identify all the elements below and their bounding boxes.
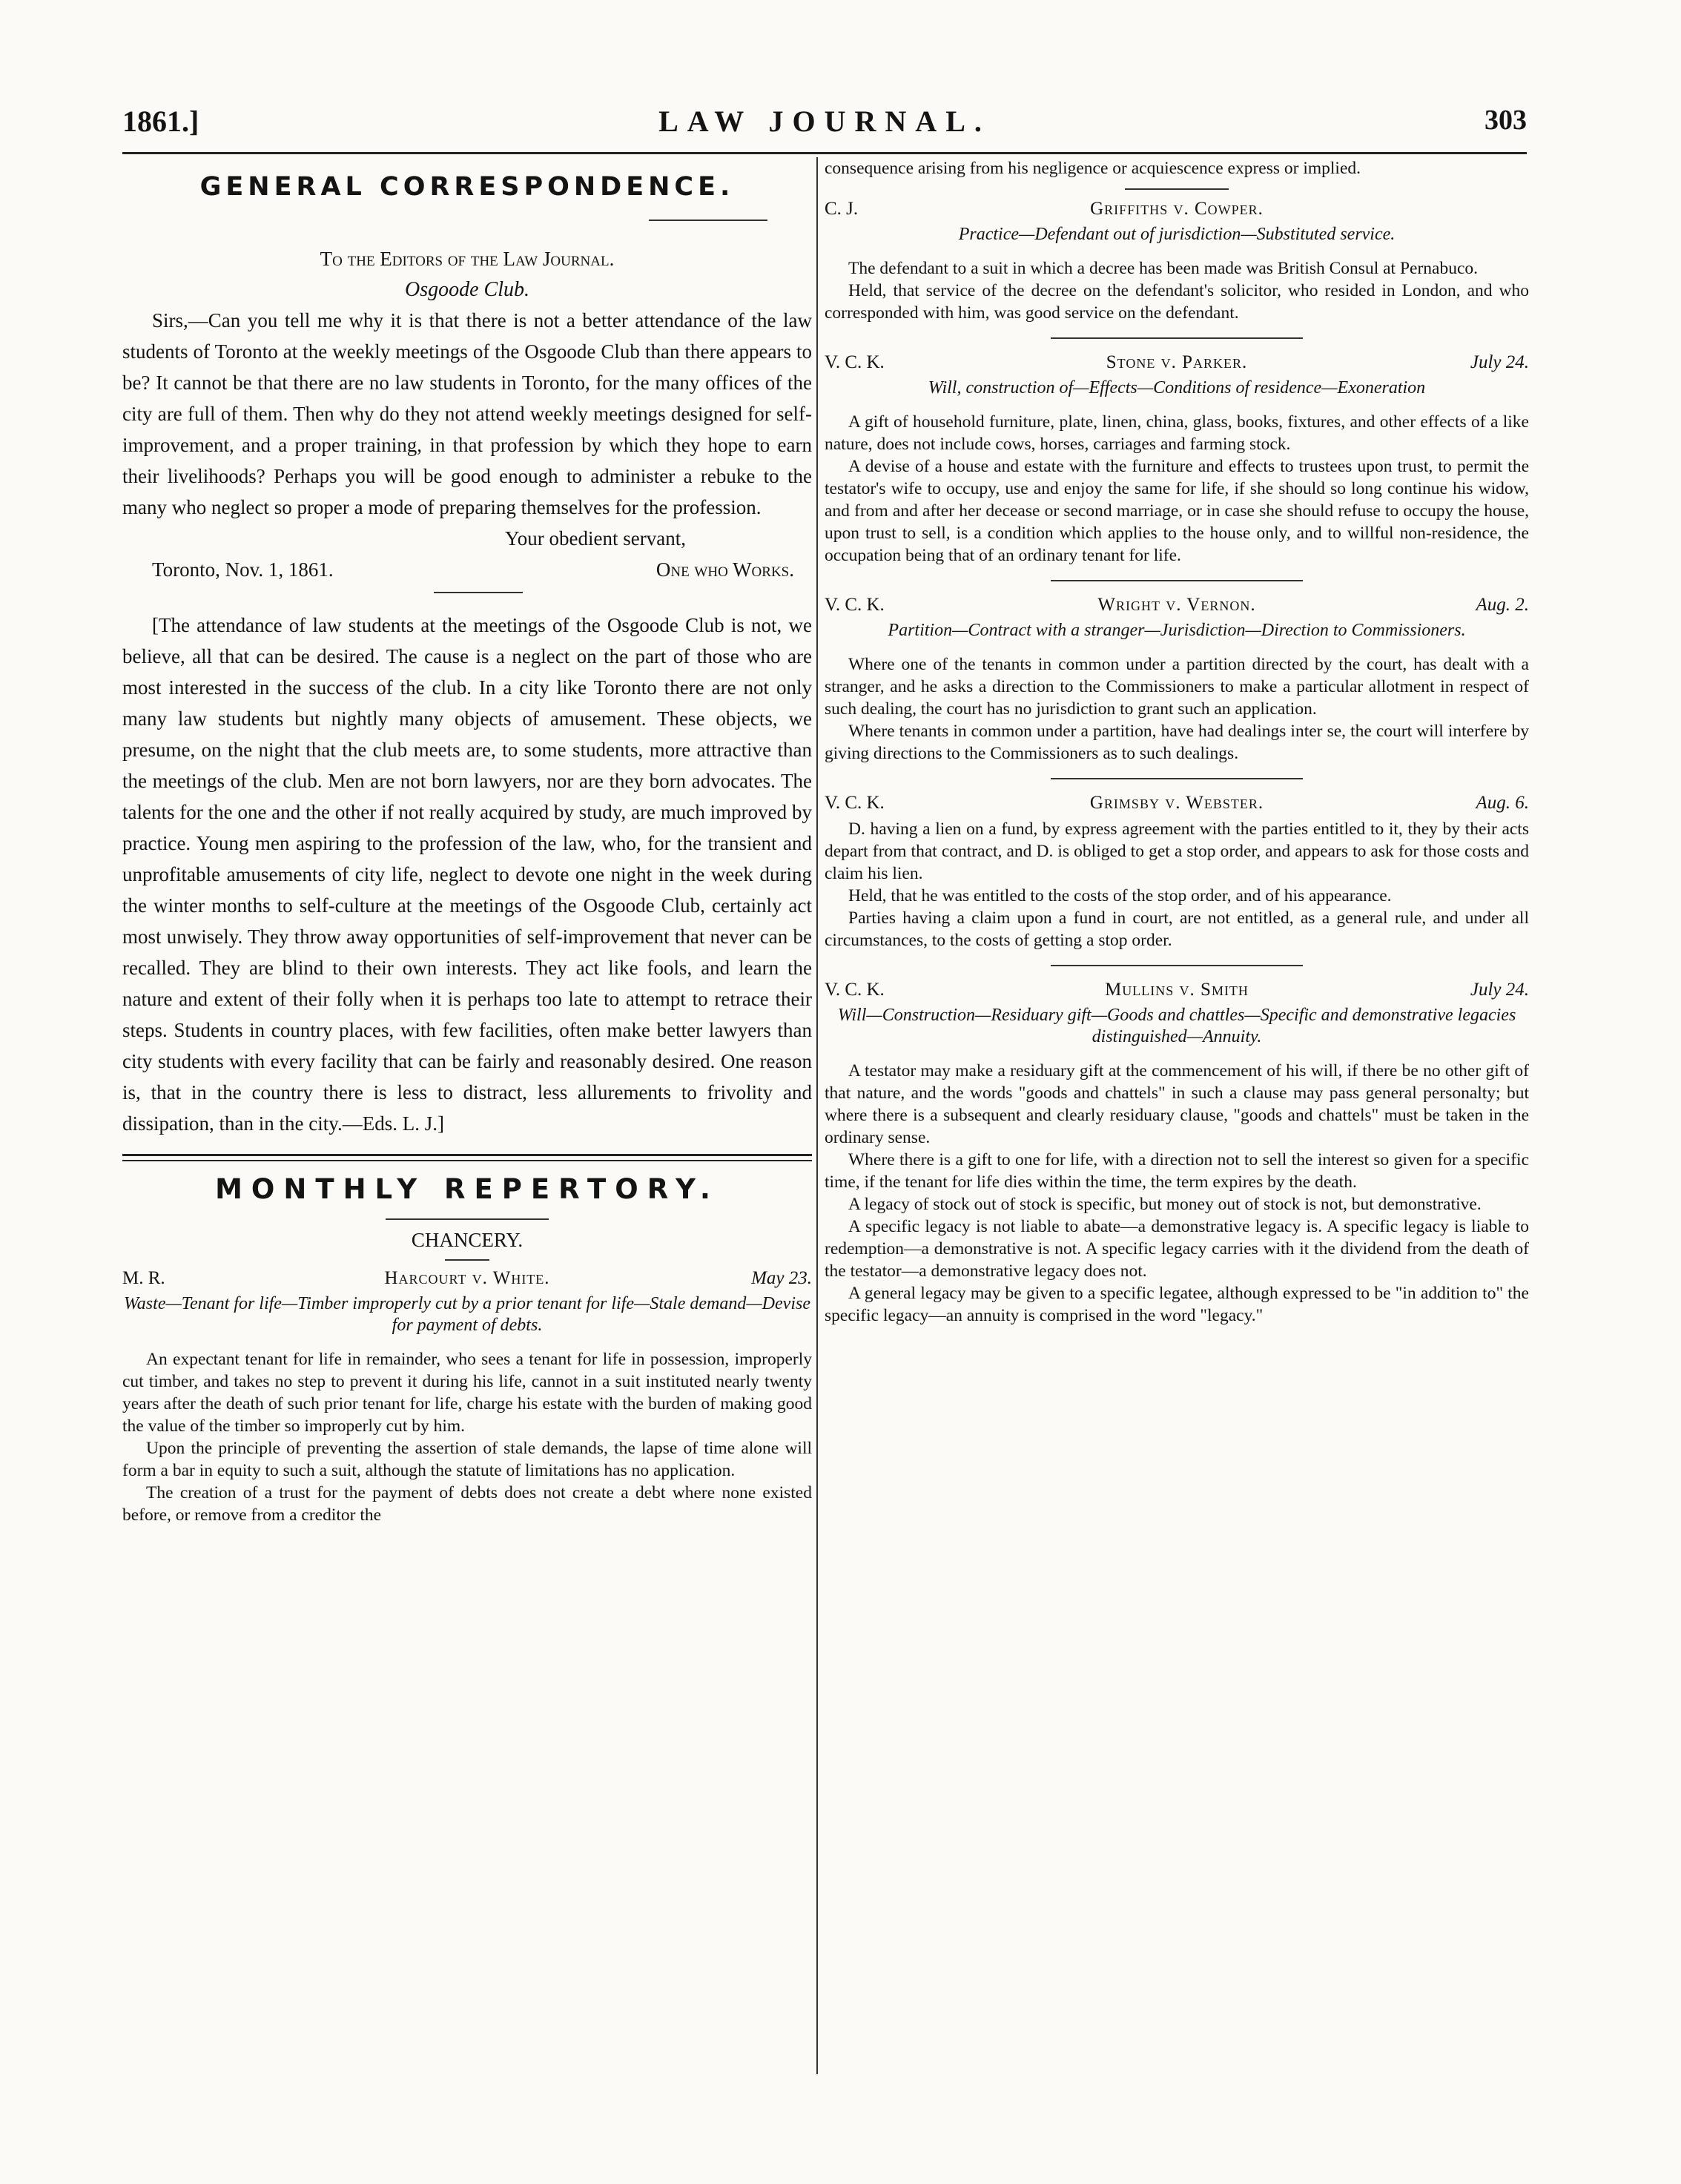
case-court: V. C. K. <box>825 595 885 615</box>
case-rule <box>1125 188 1229 190</box>
general-correspondence-title: GENERAL CORRESPONDENCE. <box>199 172 735 202</box>
case-name: Wright v. Vernon. <box>1097 595 1256 615</box>
case-rule <box>1051 965 1303 966</box>
case-date <box>1425 199 1529 220</box>
case-griffiths-cowper <box>825 199 1529 339</box>
continuation-paragraph: consequence arising from his negligence or acquiescence express or implied. <box>825 159 1361 178</box>
letter-signature: One who Works. <box>655 558 794 581</box>
case-paragraph: The defendant to a suit in which a decree has been made was British Consul at Pernabuco. <box>848 259 1479 278</box>
continuation-text <box>825 157 1529 179</box>
case-paragraph: Where tenants in common under a partition, have had dealings inter se, the court will interfere by giving directions to the Commissioners as to such dealings. <box>825 722 1529 763</box>
case-date: Aug. 2. <box>1476 595 1529 615</box>
running-header <box>122 104 1527 142</box>
case-stone-parker <box>825 352 1529 581</box>
to-editors-line: To the Editors of the Law Journal. <box>320 248 615 270</box>
case-paragraph: Where one of the tenants in common under a partition directed by the court, has dealt with a stranger, and he asks a direction to the Commissioners to make a particular allotment in respect of such dealing, the court has no jurisdiction to grant such an application. <box>825 655 1529 719</box>
case-paragraph: A specific legacy is not liable to abate—a demonstrative legacy is. A specific legacy is liable to redemption—a demonstrative is not. A specific legacy carries with it the dividend from the death of the testator—a demonstrative legacy does not. <box>825 1217 1529 1281</box>
editors-reply-body <box>122 610 812 1139</box>
case-rule <box>1051 580 1303 581</box>
letter-body <box>122 305 812 523</box>
case-wright-vernon <box>825 595 1529 779</box>
section-double-rule <box>122 1154 812 1161</box>
section-rule <box>649 220 767 221</box>
case-name: Harcourt v. White. <box>384 1268 550 1288</box>
case-paragraph: A devise of a house and estate with the furniture and effects to trustees upon trust, to permit the testator's wife to occupy, use and enjoy the same for life, if she should so long continue his widow, and from and after her decease or second marriage, or in case she should refuse to occupy the house, upon trust to sell, is a condition which applies to the house only, and to willful non-residence, the occupation being that of an ordinary tenant for life. <box>825 457 1529 565</box>
case-rule <box>1051 778 1303 779</box>
case-date: Aug. 6. <box>1476 793 1529 813</box>
case-court: V. C. K. <box>825 980 885 1000</box>
case-headnote: Waste—Tenant for life—Timber improperly cut by a prior tenant for life—Stale demand—Devise for payment of debts. <box>124 1294 810 1335</box>
letter-dateline <box>122 558 812 581</box>
page-number: 303 <box>1485 105 1527 136</box>
case-paragraph: The creation of a trust for the payment of debts does not create a debt where none existed before, or remove from a creditor the <box>122 1483 812 1525</box>
club-heading: Osgoode Club. <box>405 278 529 301</box>
case-paragraph: A general legacy may be given to a specific legatee, although expressed to be "in addition to" the specific legacy—an annuity is comprised in the word "legacy." <box>825 1284 1529 1325</box>
case-headnote: Will—Construction—Residuary gift—Goods and chattles—Specific and demonstrative legacies distinguished—Annuity. <box>837 1006 1516 1046</box>
letter-closing: Your obedient servant, <box>505 527 686 550</box>
letter-text: Sirs,—Can you tell me why it is that there is not a better attendance of the law students of Toronto at the weekly meetings of the Osgoode Club than there appears to be? It cannot be that there are no law students in Toronto, for the many offices of the city are full of them. Then why do they not attend weekly meetings designed for self-improvement, and a proper training, in that profession by which they hope to earn their livelihoods? Perhaps you will be good enough to administer a rebuke to the many who neglect so proper a mode of preparing themselves for the profession. <box>122 309 812 518</box>
case-harcourt-white <box>122 1268 812 1526</box>
case-headnote: Will, construction of—Effects—Conditions of residence—Exoneration <box>928 378 1426 397</box>
editors-reply-text: [The attendance of law students at the meetings of the Osgoode Club is not, we believe, all that can be desired. The cause is a neglect on the part of those who are most interested in the success of the club. In a city like Toronto there are not only many law students but nightly many objects of amusement. These objects, we presume, on the night that the club meets are, to some students, more attractive than the meetings of the club. Men are not born lawyers, nor are they born advocates. The talents for the one and the other if not really acquired by study, are much improved by practice. Young men aspiring to the profession of the law, who, for the transient and unprofitable amusements of city life, neglect to devote one night in the week during the winter months to self-culture at the meetings of the Osgoode Club, certainly act most unwisely. They throw away opportunities of self-improvement that never can be recalled. They are blind to their own interests. They act like fools, and learn the nature and extent of their folly when it is perhaps too late to attempt to retrace their steps. Students in country places, with few facilities, often make better lawyers than city students with every facility that can be fairly and reasonably desired. One reason is, that in the country there is less to distract, less allurements to frivolity and dissipation, than in the city.—Eds. L. J.] <box>122 614 812 1135</box>
case-name: Mullins v. Smith <box>1105 980 1249 1000</box>
case-headnote: Partition—Contract with a stranger—Jurisdiction—Direction to Commissioners. <box>888 621 1466 640</box>
case-paragraph: A legacy of stock out of stock is specific, but money out of stock is not, but demonstrative. <box>848 1195 1482 1214</box>
chancery-rule <box>445 1259 489 1261</box>
repertory-rule <box>386 1218 549 1220</box>
chancery-heading: CHANCERY. <box>411 1229 524 1251</box>
letter-place-date: Toronto, Nov. 1, 1861. <box>152 558 334 581</box>
case-date: July 24. <box>1470 980 1529 1000</box>
case-paragraph: A testator may make a residuary gift at the commencement of his will, if there be no other gift of that nature, and the words "goods and chattels" in such a clause may pass general personalty; but where there is a subsequent and clearly residuary clause, "goods and chattels" must be taken in the ordinary sense. <box>825 1061 1529 1147</box>
monthly-repertory-title: MONTHLY REPERTORY. <box>215 1173 719 1205</box>
case-headnote: Practice—Defendant out of jurisdiction—Substituted service. <box>958 225 1396 244</box>
case-court: C. J. <box>825 199 859 219</box>
case-court: V. C. K. <box>825 352 885 372</box>
column-divider <box>816 157 818 2074</box>
case-court: M. R. <box>122 1268 165 1288</box>
case-court: V. C. K. <box>825 793 885 813</box>
letter-rule <box>434 592 523 593</box>
case-mullins-smith <box>825 980 1529 1327</box>
case-name: Stone v. Parker. <box>1106 352 1248 372</box>
case-rule <box>1051 337 1303 339</box>
case-name: Griffiths v. Cowper. <box>1090 199 1264 219</box>
case-name: Grimsby v. Webster. <box>1089 793 1264 813</box>
year-label: 1861.] <box>122 105 199 138</box>
header-rule <box>122 152 1527 154</box>
left-column <box>122 157 812 2073</box>
case-paragraph: Where there is a gift to one for life, with a direction not to sell the interest so given for a specific time, if the tenant for life dies within the time, the term expires by the death. <box>825 1150 1529 1192</box>
case-paragraph: Parties having a claim upon a fund in court, are not entitled, as a general rule, and under all circumstances, to the costs of getting a stop order. <box>825 908 1529 950</box>
case-grimsby-webster <box>825 793 1529 966</box>
journal-title: LAW JOURNAL. <box>658 105 991 138</box>
case-paragraph: D. having a lien on a fund, by express agreement with the parties entitled to it, they by their acts depart from that contract, and D. is obliged to get a stop order, and appears to ask for those costs and claim his lien. <box>825 819 1529 883</box>
case-date: May 23. <box>751 1268 812 1288</box>
case-paragraph: Held, that service of the decree on the defendant's solicitor, who resided in London, and who corresponded with him, was good service on the defendant. <box>825 281 1529 323</box>
case-paragraph: Held, that he was entitled to the costs of the stop order, and of his appearance. <box>848 886 1392 905</box>
case-paragraph: An expectant tenant for life in remainder, who sees a tenant for life in possession, improperly cut timber, and takes no step to prevent it during his life, cannot in a suit instituted nearly twenty years after the death of such prior tenant for life, charge his estate with the burden of making good the value of the timber so improperly cut by him. <box>122 1350 812 1436</box>
case-paragraph: A gift of household furniture, plate, linen, china, glass, books, fixtures, and other effects of a like nature, does not include cows, horses, carriages and farming stock. <box>825 412 1529 454</box>
right-column <box>825 157 1529 2073</box>
case-date: July 24. <box>1470 352 1529 372</box>
case-paragraph: Upon the principle of preventing the assertion of stale demands, the lapse of time alone will form a bar in equity to such a suit, although the statute of limitations has no application. <box>122 1439 812 1480</box>
